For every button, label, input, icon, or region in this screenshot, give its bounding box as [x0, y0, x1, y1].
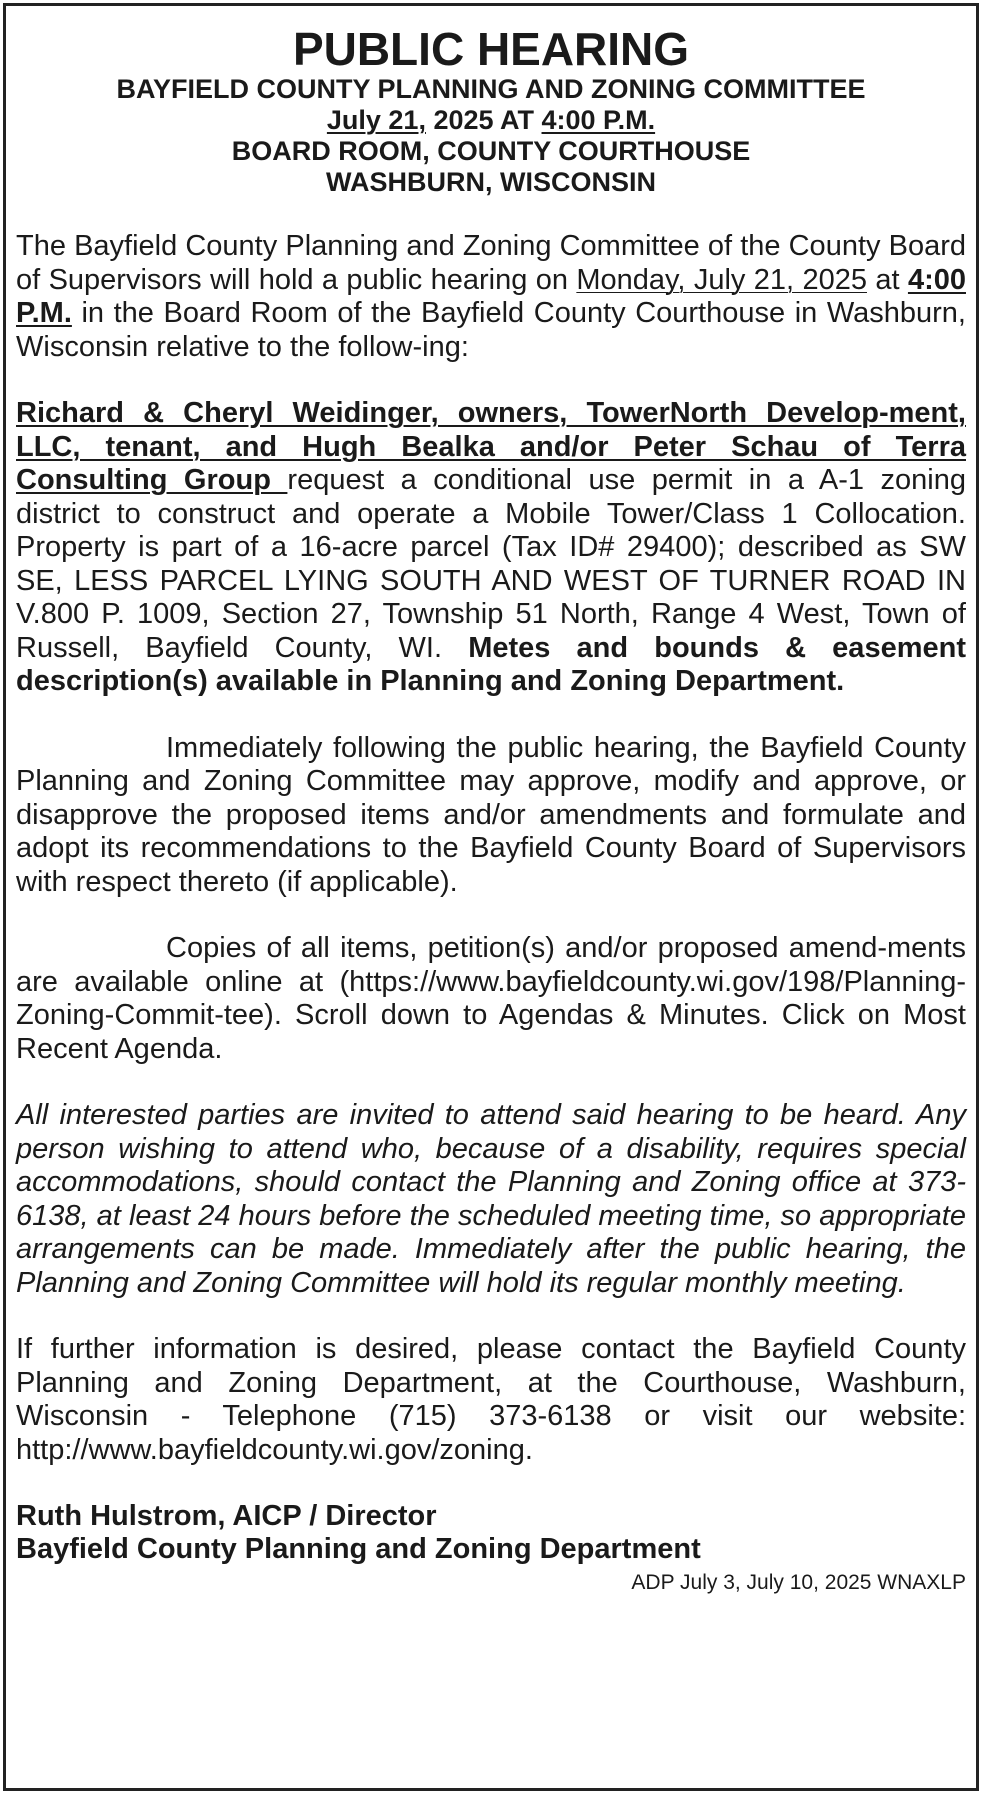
hearing-location: BOARD ROOM, COUNTY COURTHOUSE	[231, 136, 751, 166]
item-paragraph	[16, 397, 966, 699]
signature-department: Bayfield County Planning and Zoning Department	[16, 1533, 701, 1565]
intro-text-c: in the Board Room of the Bayfield County Courthouse in Washburn, Wisconsin relative to the follow-ing:	[16, 297, 966, 363]
intro-text-b: at	[866, 263, 908, 296]
copies-paragraph: Copies of all items, petition(s) and/or proposed amend-ments are available online at (https://www.bayfieldcounty.wi.gov/198/Planning-Zoning-Commit-tee). Scroll down to Agendas & Minutes. Click on Most Recent Agenda.	[16, 932, 966, 1065]
hearing-datetime	[16, 105, 966, 136]
publication-line: ADP July 3, July 10, 2025 WNAXLP	[631, 1571, 966, 1594]
item-note: Metes and bounds & easement description(s) available in Planning and Zoning Department.	[16, 631, 966, 697]
notice-title: PUBLIC HEARING	[292, 23, 690, 75]
hearing-date: July 21,	[326, 105, 426, 135]
following-paragraph: Immediately following the public hearing, the Bayfield County Planning and Zoning Committee may approve, modify and approve, or disapprove the proposed items and/or amendments and formulate and adopt its recommendations to the Bayfield County Board of Supervisors with respect thereto (if applicable).	[16, 731, 966, 898]
hearing-city: WASHBURN, WISCONSIN	[326, 167, 656, 197]
intro-time: 4:00 P.M.	[16, 263, 966, 329]
notice-header	[16, 24, 966, 198]
hearing-time: 4:00 P.M.	[541, 105, 656, 135]
intro-text-a: The Bayfield County Planning and Zoning Committee of the County Board of Supervisors will hold a public hearing on	[16, 230, 966, 296]
contact-paragraph: If further information is desired, please contact the Bayfield County Planning and Zoning Department, at the Courthouse, Washburn, Wisconsin - Telephone (715) 373-6138 or visit our website: http://www.bayfieldcounty.wi.gov/zoning.	[16, 1333, 966, 1466]
item-text: request a conditional use permit in a A-1 zoning district to construct and operate a Mobile Tower/Class 1 Collocation. Property is part of a 16-acre parcel (Tax ID# 29400); described as SW SE, LESS PARCEL LYING SOUTH AND WEST OF TURNER ROAD IN V.800 P. 1009, Section 27, Township 51 North, Range 4 West, Town of Russell, Bayfield County, WI.	[16, 464, 967, 664]
intro-paragraph	[16, 230, 966, 364]
hearing-date-rest: 2025 AT	[425, 105, 542, 135]
committee-name: BAYFIELD COUNTY PLANNING AND ZONING COMMITTEE	[116, 74, 866, 104]
invite-paragraph: All interested parties are invited to attend said hearing to be heard. Any person wishing to attend who, because of a disability, requires special accommodations, should contact the Planning and Zoning office at 373-6138, at least 24 hours before the scheduled meeting time, so appropriate arrangements can be made. Immediately after the public hearing, the Planning and Zoning Committee will hold its regular monthly meeting.	[16, 1099, 966, 1299]
legal-notice	[3, 3, 979, 1791]
intro-date: Monday, July 21, 2025	[576, 263, 867, 296]
signature-name: Ruth Hulstrom, AICP / Director	[16, 1500, 437, 1532]
item-applicants: Richard & Cheryl Weidinger, owners, TowerNorth Develop-ment, LLC, tenant, and Hugh Bealka and/or Peter Schau of Terra Consulting Group	[16, 397, 966, 496]
